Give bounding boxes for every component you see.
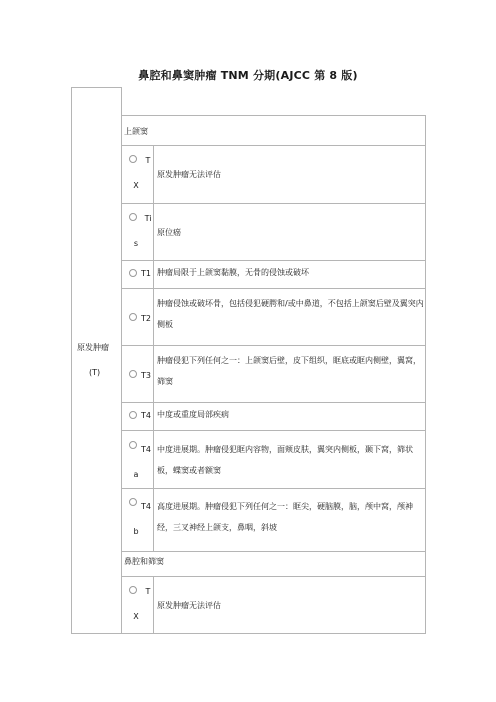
row-divider — [121, 345, 425, 346]
row-divider — [121, 551, 425, 552]
table-border-right — [425, 115, 426, 634]
t-code: T4 — [141, 502, 151, 511]
t-code: T2 — [141, 314, 151, 323]
t-description: 原发肿瘤无法评估 — [157, 601, 221, 610]
t-code: Ti — [144, 214, 152, 223]
t-description: 高度进展期。肿瘤侵犯下列任何之一：眶尖，硬脑膜，脑，颅中窝，颅神经，三叉神经上颌支，鼻咽，斜坡 — [157, 502, 413, 532]
t-code: T1 — [141, 269, 151, 278]
code-column-divider — [153, 145, 154, 551]
section-heading: 鼻腔和筛窦 — [124, 557, 164, 566]
t-description: 原发肿瘤无法评估 — [157, 170, 221, 179]
t-code: T4 — [141, 411, 151, 420]
t-code: T — [145, 587, 151, 596]
t-description: 中度进展期。肿瘤侵犯眶内容物，面颊皮肤，翼突内侧板，颞下窝，筛状板，蝶窦或者额窦 — [157, 445, 413, 475]
t-description: 中度或重度局部疾病 — [157, 410, 229, 419]
row-divider — [121, 488, 425, 489]
t-code-suffix: a — [133, 470, 139, 479]
t-code-suffix: b — [133, 527, 139, 536]
row-divider — [121, 288, 425, 289]
t-description: 肿瘤侵犯下列任何之一：上颌窦后壁，皮下组织，眶底或眶内侧壁，翼窝，筛窦 — [157, 356, 421, 386]
row-divider — [121, 402, 425, 403]
row-divider — [121, 145, 425, 146]
row-header-label-code: (T) — [89, 368, 101, 377]
page-title: 鼻腔和鼻窦肿瘤 TNM 分期(AJCC 第 8 版) — [138, 69, 358, 82]
t-code-suffix: s — [133, 239, 139, 248]
t-code: T4 — [141, 445, 151, 454]
t-description: 原位癌 — [157, 228, 181, 237]
table-border-top — [71, 87, 121, 88]
t-code-suffix: X — [133, 612, 139, 621]
row-divider — [121, 576, 425, 577]
code-column-divider — [153, 576, 154, 634]
table-border-bottom — [71, 633, 425, 634]
table-border-left — [71, 87, 72, 634]
row-header-label: 原发肿瘤 — [77, 343, 109, 352]
row-divider — [121, 203, 425, 204]
row-divider — [121, 260, 425, 261]
row-divider — [121, 430, 425, 431]
t-description: 肿瘤侵蚀或破坏骨，包括侵犯硬腭和/或中鼻道，不包括上颌窦后壁及翼突内侧板 — [157, 299, 424, 329]
t-code: T — [145, 156, 151, 165]
t-description: 肿瘤局限于上颌窦黏膜，无骨的侵蚀或破坏 — [157, 268, 309, 277]
t-code-suffix: X — [133, 181, 139, 190]
table-section-top — [121, 115, 425, 116]
section-heading: 上颌窦 — [124, 127, 148, 136]
t-code: T3 — [141, 371, 151, 380]
